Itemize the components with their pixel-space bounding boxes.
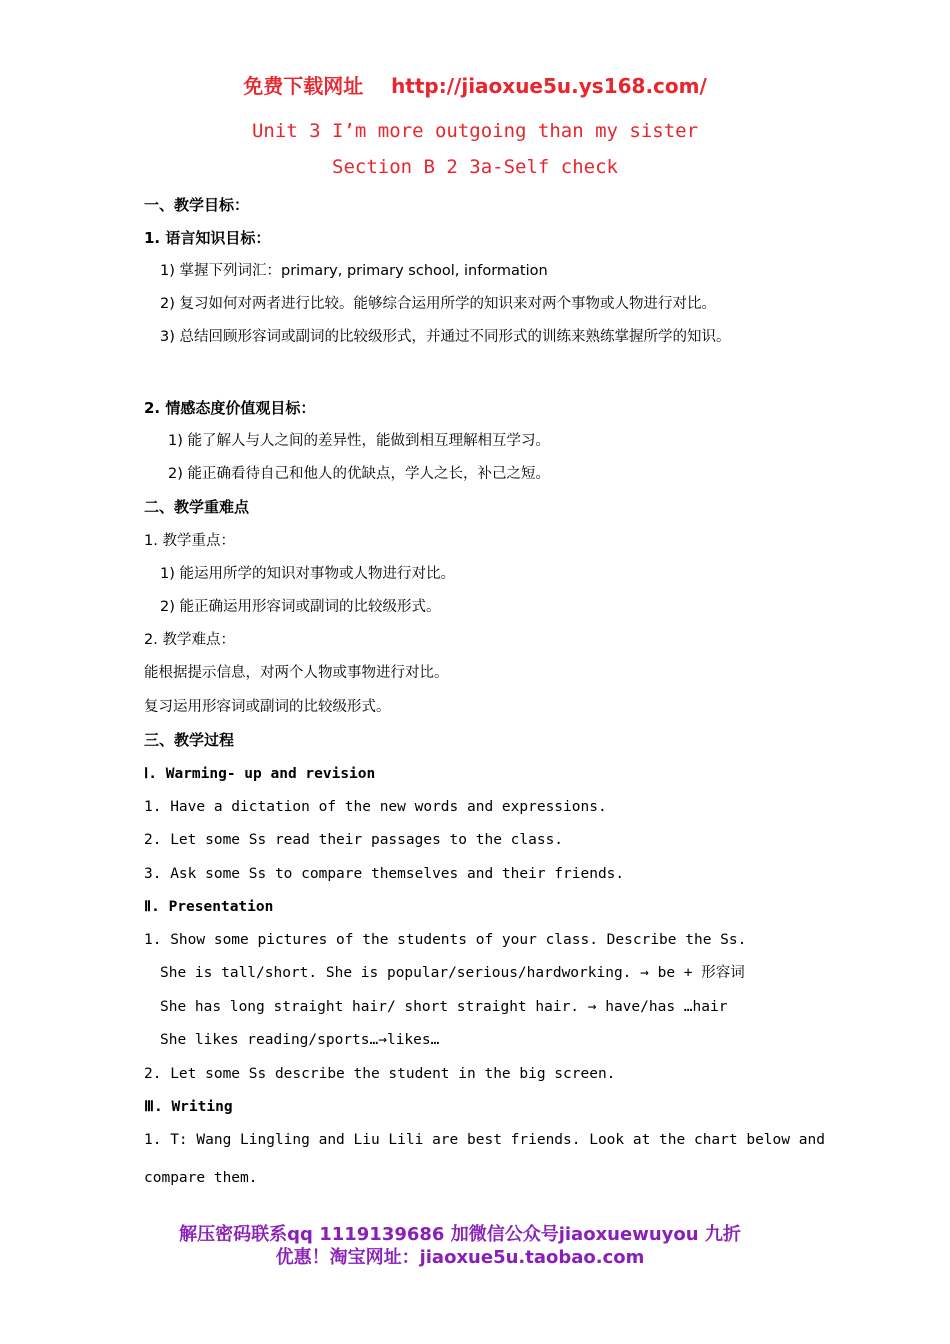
list-item: compare them. [144, 1170, 258, 1186]
list-item: 1) 能运用所学的知识对事物或人物进行对比。 [160, 566, 455, 582]
subheading-key-points: 1. 教学重点： [144, 533, 235, 549]
list-item: 1) 能了解人与人之间的差异性，能做到相互理解相互学习。 [168, 433, 550, 449]
list-item: 复习运用形容词或副词的比较级形式。 [144, 699, 391, 715]
footer-contact: 解压密码联系qq 1119139686 加微信公众号jiaoxuewuyou 九折 [179, 1224, 741, 1245]
list-item: She likes reading/sports…→likes… [160, 1032, 440, 1048]
list-item: 3) 总结回顾形容词或副词的比较级形式，并通过不同形式的训练来熟练掌握所学的知识。 [160, 329, 731, 345]
list-item: 1. Have a dictation of the new words and expressions. [144, 799, 607, 815]
list-item: 1) 掌握下列词汇：primary, primary school, information [160, 263, 548, 279]
header-banner [0, 70, 950, 99]
list-item: 1. Show some pictures of the students of your class. Describe the Ss. [144, 932, 747, 948]
list-item: 1. T: Wang Lingling and Liu Lili are best friends. Look at the chart below and [144, 1132, 825, 1148]
section-heading-key-points: 二、教学重难点 [144, 498, 250, 516]
list-item: 2) 复习如何对两者进行比较。能够综合运用所学的知识来对两个事物或人物进行对比。 [160, 296, 716, 312]
list-item: She is tall/short. She is popular/serious/hardworking. → be + 形容词 [160, 965, 745, 981]
list-item: 2) 能正确运用形容词或副词的比较级形式。 [160, 599, 441, 615]
page-subtitle: Section B 2 3a-Self check [332, 156, 618, 178]
step-heading-warming-up: Ⅰ. Warming- up and revision [144, 766, 376, 782]
list-item: 2) 能正确看待自己和他人的优缺点，学人之长，补己之短。 [168, 466, 550, 482]
step-heading-writing: Ⅲ. Writing [144, 1099, 233, 1115]
section-heading-goals: 一、教学目标： [144, 196, 250, 214]
subheading-attitude-goals: 2. 情感态度价值观目标： [144, 399, 316, 417]
list-item: 能根据提示信息，对两个人物或事物进行对比。 [144, 665, 449, 681]
page-title: Unit 3 I’m more outgoing than my sister [251, 120, 699, 142]
list-item: 2. Let some Ss read their passages to the class. [144, 832, 564, 848]
subheading-difficulties: 2. 教学难点： [144, 632, 235, 648]
section-heading-process: 三、教学过程 [144, 731, 235, 749]
footer-shop-link[interactable]: 优惠！淘宝网址：jiaoxue5u.taobao.com [275, 1247, 645, 1268]
header-url-link[interactable]: http://jiaoxue5u.ys168.com/ [391, 74, 707, 98]
header-label: 免费下载网址 [243, 74, 364, 98]
list-item: 3. Ask some Ss to compare themselves and their friends. [144, 866, 625, 882]
list-item: She has long straight hair/ short straight hair. → have/has …hair [160, 999, 728, 1015]
list-item: 2. Let some Ss describe the student in the big screen. [144, 1066, 616, 1082]
subheading-language-goals: 1. 语言知识目标： [144, 229, 271, 247]
step-heading-presentation: Ⅱ. Presentation [144, 899, 274, 915]
